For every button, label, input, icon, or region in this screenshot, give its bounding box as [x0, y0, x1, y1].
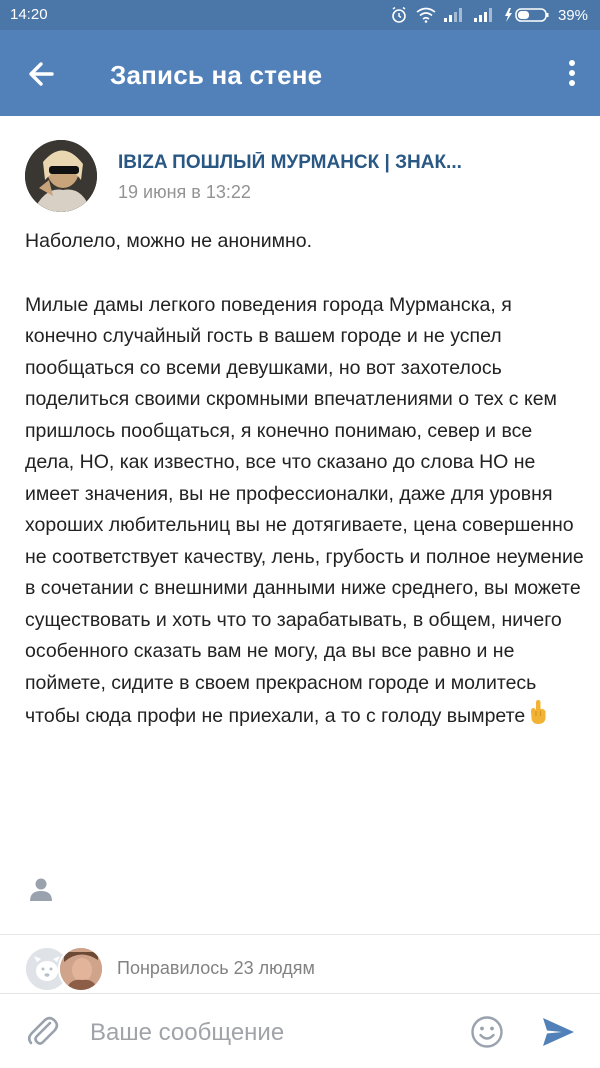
send-arrow-icon	[540, 1014, 576, 1050]
smile-icon	[470, 1015, 504, 1049]
message-input[interactable]	[88, 1014, 452, 1052]
avatar[interactable]	[25, 140, 97, 212]
likes-row[interactable]	[24, 946, 584, 990]
avatar-image	[25, 140, 97, 212]
signal-icon	[444, 8, 466, 22]
send-button[interactable]	[540, 1014, 576, 1050]
paperclip-icon	[26, 1014, 60, 1048]
divider	[0, 934, 600, 935]
post-date: 19 июня в 13:22	[118, 182, 251, 202]
liker-avatar	[58, 946, 104, 992]
battery-level: 39%	[557, 6, 588, 24]
wifi-icon	[416, 7, 436, 23]
message-composer	[0, 993, 600, 1068]
post-paragraph: Наболело, можно не анонимно.	[25, 230, 313, 252]
post-text	[25, 226, 585, 733]
app-bar	[0, 30, 600, 116]
back-button[interactable]	[22, 54, 62, 94]
middle-finger-emoji-icon	[529, 699, 547, 725]
status-bar	[0, 0, 600, 30]
page-title: Запись на стене	[110, 60, 323, 90]
signal-icon	[474, 8, 496, 22]
arrow-back-icon	[22, 54, 62, 94]
more-vertical-icon	[562, 60, 582, 86]
emoji-button[interactable]	[470, 1015, 504, 1049]
more-options-button[interactable]	[562, 56, 582, 92]
status-icons	[390, 6, 588, 24]
person-icon	[28, 876, 54, 902]
alarm-icon	[390, 6, 408, 24]
post-paragraph	[25, 290, 585, 733]
views-row	[28, 876, 54, 907]
post-author[interactable]: IBIZA ПОШЛЫЙ МУРМАНСК | ЗНАК...	[118, 152, 462, 173]
battery-charging-icon	[504, 7, 550, 23]
post-paragraph-text: Милые дамы легкого поведения города Мурманска, я конечно случайный гость в вашем городе и не успел пообщаться со всеми девушками, но вот захотелось поделиться своими скромными впечатлениями о тех с кем пришлось пообщаться, я конечно понимаю, север и все дела, НО, как известно, все что сказано до слова НО не имеет значения, вы не профессионалки, даже для уровня хороших любительниц вы не дотягиваете, цена совершенно не соответствует качеству, лень, грубость и полное неумение в сочетании с внешними данными ниже среднего, вы можете существовать и хоть что то зарабатывать, в общем, ничего особенного сказать вам не могу, да вы все равно и не поймете, сидите в своем прекрасном городе и молитесь чтобы сюда профи не приехали, а то с голоду вымрете	[25, 293, 584, 727]
status-time: 14:20	[10, 6, 48, 23]
liker-photo	[60, 948, 102, 990]
views-blurred-area	[76, 884, 246, 902]
likes-count[interactable]: Понравилось 23 людям	[117, 958, 315, 978]
attach-button[interactable]	[26, 1014, 60, 1048]
